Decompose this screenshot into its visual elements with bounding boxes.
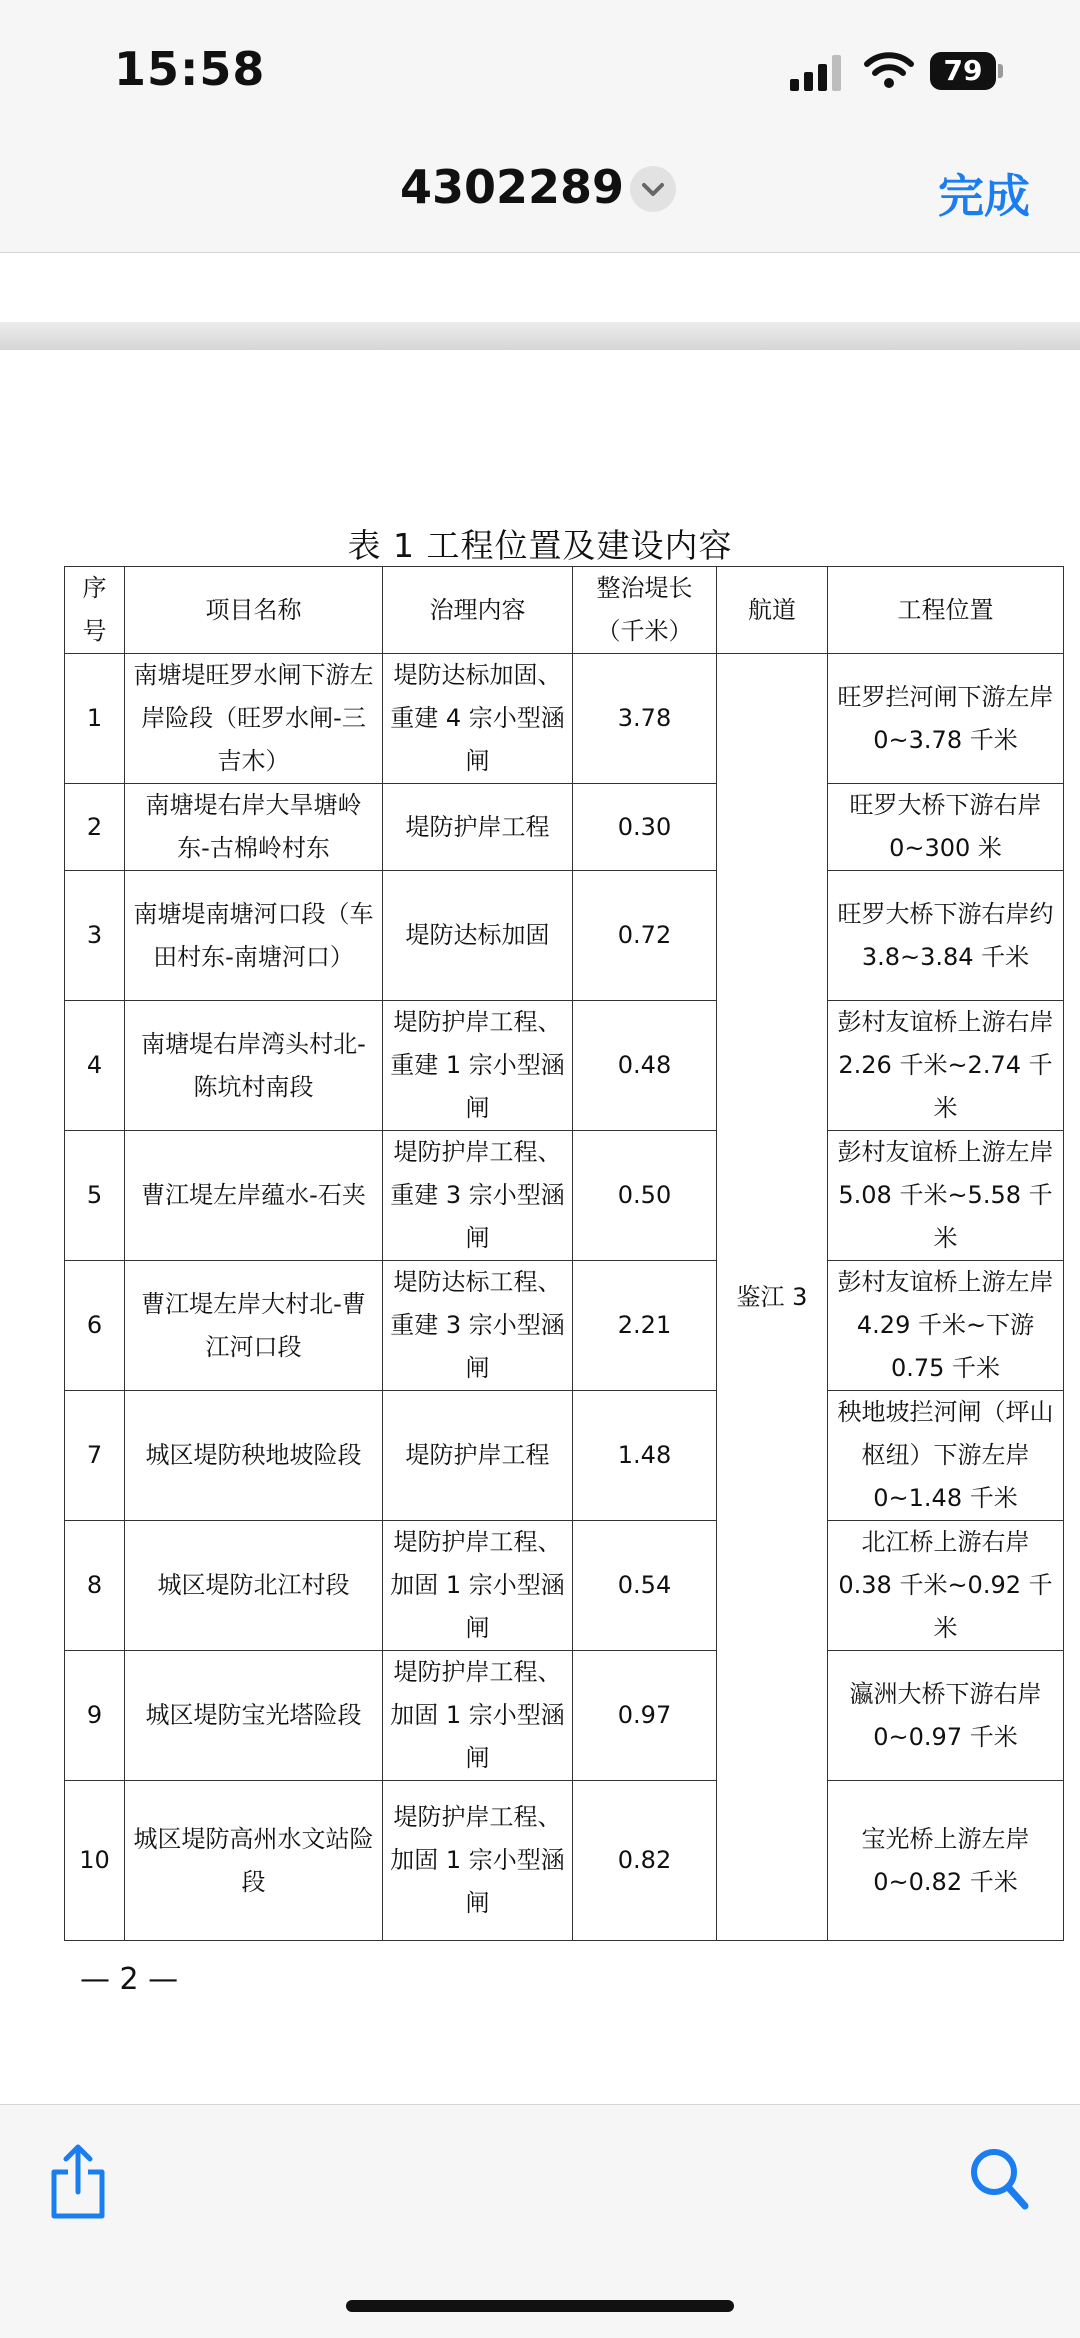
table-row bbox=[65, 1261, 1064, 1391]
chevron-down-icon bbox=[630, 166, 676, 212]
row-name: 南塘堤南塘河口段（车田村东-南塘河口） bbox=[125, 871, 383, 1001]
document-title: 4302289 bbox=[400, 160, 625, 214]
row-name: 曹江堤左岸大村北-曹江河口段 bbox=[125, 1261, 383, 1391]
row-name: 城区堤防秧地坡险段 bbox=[125, 1391, 383, 1521]
page-separator bbox=[0, 322, 1080, 350]
row-location: 彭村友谊桥上游左岸 4.29 千米~下游 0.75 千米 bbox=[828, 1261, 1064, 1391]
row-name: 城区堤防北江村段 bbox=[125, 1521, 383, 1651]
row-length: 0.30 bbox=[573, 784, 717, 871]
header-name: 项目名称 bbox=[125, 567, 383, 654]
row-location: 旺罗大桥下游右岸约 3.8~3.84 千米 bbox=[828, 871, 1064, 1001]
row-location: 宝光桥上游左岸 0~0.82 千米 bbox=[828, 1781, 1064, 1941]
row-length: 0.82 bbox=[573, 1781, 717, 1941]
row-length: 1.48 bbox=[573, 1391, 717, 1521]
row-length: 2.21 bbox=[573, 1261, 717, 1391]
row-content: 堤防护岸工程、加固 1 宗小型涵闸 bbox=[383, 1651, 573, 1781]
project-table bbox=[64, 566, 1064, 1941]
header-no: 序号 bbox=[65, 567, 125, 654]
table-title: 表 1 工程位置及建设内容 bbox=[347, 526, 733, 565]
cellular-signal-icon bbox=[790, 55, 842, 91]
row-no: 10 bbox=[65, 1781, 125, 1941]
table-row bbox=[65, 1131, 1064, 1261]
row-name: 南塘堤右岸湾头村北-陈坑村南段 bbox=[125, 1001, 383, 1131]
header-channel: 航道 bbox=[717, 567, 828, 654]
row-no: 6 bbox=[65, 1261, 125, 1391]
row-name: 南塘堤右岸大旱塘岭东-古棉岭村东 bbox=[125, 784, 383, 871]
row-no: 3 bbox=[65, 871, 125, 1001]
row-location: 北江桥上游右岸 0.38 千米~0.92 千米 bbox=[828, 1521, 1064, 1651]
row-no: 4 bbox=[65, 1001, 125, 1131]
row-content: 堤防护岸工程、重建 3 宗小型涵闸 bbox=[383, 1131, 573, 1261]
row-location: 旺罗拦河闸下游左岸 0~3.78 千米 bbox=[828, 654, 1064, 784]
row-no: 2 bbox=[65, 784, 125, 871]
row-no: 7 bbox=[65, 1391, 125, 1521]
status-time: 15:58 bbox=[114, 42, 266, 96]
table-row bbox=[65, 1001, 1064, 1131]
header-length: 整治堤长（千米） bbox=[573, 567, 717, 654]
search-icon[interactable] bbox=[968, 2146, 1030, 2212]
channel-cell: 鉴江 3 bbox=[717, 654, 828, 1941]
row-location: 秧地坡拦河闸（坪山枢纽）下游左岸 0~1.48 千米 bbox=[828, 1391, 1064, 1521]
row-location: 旺罗大桥下游右岸 0~300 米 bbox=[828, 784, 1064, 871]
row-length: 0.72 bbox=[573, 871, 717, 1001]
table-row bbox=[65, 784, 1064, 871]
table-row bbox=[65, 1651, 1064, 1781]
row-name: 曹江堤左岸蕴水-石夹 bbox=[125, 1131, 383, 1261]
row-content: 堤防达标加固、重建 4 宗小型涵闸 bbox=[383, 654, 573, 784]
row-location: 瀛洲大桥下游右岸 0~0.97 千米 bbox=[828, 1651, 1064, 1781]
table-row bbox=[65, 1781, 1064, 1941]
row-content: 堤防达标工程、重建 3 宗小型涵闸 bbox=[383, 1261, 573, 1391]
share-icon[interactable] bbox=[48, 2144, 108, 2220]
row-location: 彭村友谊桥上游左岸 5.08 千米~5.58 千米 bbox=[828, 1131, 1064, 1261]
row-no: 1 bbox=[65, 654, 125, 784]
row-content: 堤防护岸工程、加固 1 宗小型涵闸 bbox=[383, 1521, 573, 1651]
row-length: 3.78 bbox=[573, 654, 717, 784]
row-content: 堤防护岸工程 bbox=[383, 784, 573, 871]
row-no: 5 bbox=[65, 1131, 125, 1261]
page-number: — 2 — bbox=[80, 1962, 179, 1997]
wifi-icon bbox=[864, 50, 914, 90]
header-content: 治理内容 bbox=[383, 567, 573, 654]
row-content: 堤防达标加固 bbox=[383, 871, 573, 1001]
row-length: 0.54 bbox=[573, 1521, 717, 1651]
row-content: 堤防护岸工程 bbox=[383, 1391, 573, 1521]
row-name: 城区堤防高州水文站险段 bbox=[125, 1781, 383, 1941]
row-length: 0.97 bbox=[573, 1651, 717, 1781]
title-menu-button[interactable] bbox=[630, 166, 676, 212]
battery-percentage: 79 bbox=[943, 54, 983, 87]
home-indicator bbox=[346, 2300, 734, 2312]
row-location: 彭村友谊桥上游右岸 2.26 千米~2.74 千米 bbox=[828, 1001, 1064, 1131]
row-length: 0.48 bbox=[573, 1001, 717, 1131]
row-content: 堤防护岸工程、加固 1 宗小型涵闸 bbox=[383, 1781, 573, 1941]
table-header-row bbox=[65, 567, 1064, 654]
top-bar bbox=[0, 0, 1080, 253]
row-name: 城区堤防宝光塔险段 bbox=[125, 1651, 383, 1781]
row-name: 南塘堤旺罗水闸下游左岸险段（旺罗水闸-三吉木） bbox=[125, 654, 383, 784]
table-row bbox=[65, 871, 1064, 1001]
header-location: 工程位置 bbox=[828, 567, 1064, 654]
row-no: 9 bbox=[65, 1651, 125, 1781]
table-row bbox=[65, 1521, 1064, 1651]
battery-icon bbox=[930, 52, 1004, 92]
row-content: 堤防护岸工程、重建 1 宗小型涵闸 bbox=[383, 1001, 573, 1131]
done-button[interactable]: 完成 bbox=[938, 169, 1030, 223]
table-row bbox=[65, 1391, 1064, 1521]
row-length: 0.50 bbox=[573, 1131, 717, 1261]
row-no: 8 bbox=[65, 1521, 125, 1651]
table-row bbox=[65, 654, 1064, 784]
